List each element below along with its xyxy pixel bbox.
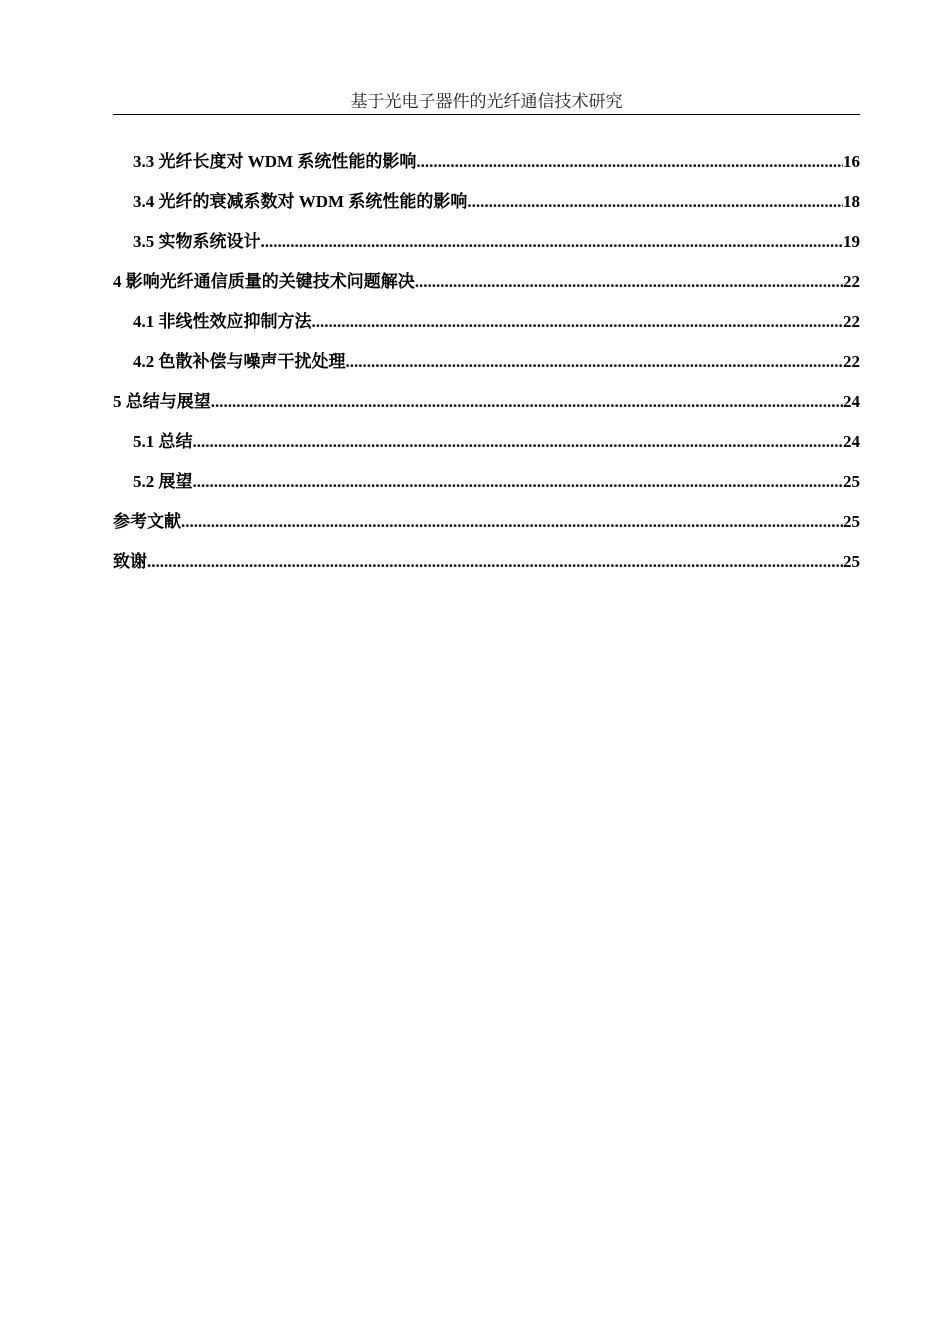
toc-page-number: 22	[843, 312, 860, 331]
toc-page-number: 25	[843, 552, 860, 571]
toc-dot-leader	[211, 382, 843, 422]
toc-dot-leader	[193, 422, 844, 462]
toc-entry-3-5[interactable]	[113, 222, 860, 262]
toc-entry-5-1[interactable]	[113, 422, 860, 462]
toc-entry-title: 4 影响光纤通信质量的关键技术问题解决	[113, 272, 415, 291]
toc-entry-acknowledgements[interactable]	[113, 542, 860, 582]
toc-entry-title: 3.5 实物系统设计	[133, 232, 261, 251]
toc-entry-4[interactable]	[113, 262, 860, 302]
toc-entry-4-2[interactable]	[113, 342, 860, 382]
toc-page-number: 24	[843, 432, 860, 451]
toc-page-number: 25	[843, 512, 860, 531]
toc-page-number: 19	[843, 232, 860, 251]
toc-entry-title: 3.3 光纤长度对 WDM 系统性能的影响	[133, 152, 417, 171]
toc-entry-4-1[interactable]	[113, 302, 860, 342]
toc-page-number: 18	[843, 192, 860, 211]
toc-page-number: 24	[843, 392, 860, 411]
toc-dot-leader	[346, 342, 844, 382]
toc-entry-title: 参考文献	[113, 512, 181, 531]
table-of-contents	[113, 142, 860, 582]
toc-dot-leader	[312, 302, 844, 342]
toc-dot-leader	[193, 462, 844, 502]
page-header-title: 基于光电子器件的光纤通信技术研究	[350, 92, 623, 111]
toc-entry-title: 5.1 总结	[133, 432, 193, 451]
page-header	[113, 90, 860, 115]
toc-entry-title: 3.4 光纤的衰减系数对 WDM 系统性能的影响	[133, 192, 468, 211]
toc-entry-5[interactable]	[113, 382, 860, 422]
toc-dot-leader	[261, 222, 844, 262]
toc-entry-title: 5.2 展望	[133, 472, 193, 491]
toc-entry-references[interactable]	[113, 502, 860, 542]
toc-entry-title: 4.2 色散补偿与噪声干扰处理	[133, 352, 346, 371]
toc-page-number: 22	[843, 272, 860, 291]
toc-entry-title: 5 总结与展望	[113, 392, 211, 411]
toc-entry-3-3[interactable]	[113, 142, 860, 182]
toc-entry-3-4[interactable]	[113, 182, 860, 222]
toc-page-number: 22	[843, 352, 860, 371]
toc-entry-5-2[interactable]	[113, 462, 860, 502]
toc-dot-leader	[416, 142, 843, 182]
toc-dot-leader	[467, 182, 843, 222]
toc-page-number: 16	[843, 152, 860, 171]
toc-entry-title: 4.1 非线性效应抑制方法	[133, 312, 312, 331]
toc-dot-leader	[415, 262, 843, 302]
toc-dot-leader	[147, 542, 843, 582]
toc-entry-title: 致谢	[113, 552, 147, 571]
toc-page-number: 25	[843, 472, 860, 491]
toc-dot-leader	[181, 502, 843, 542]
